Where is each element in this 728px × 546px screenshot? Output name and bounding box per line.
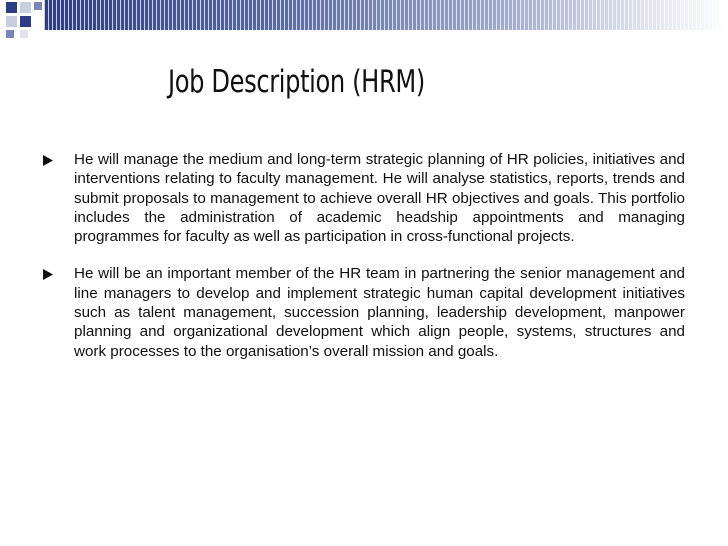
- header-decoration: [0, 0, 728, 42]
- header-stripe-band: [44, 0, 728, 30]
- filled-triangle-icon: [43, 155, 53, 166]
- bullet-item: [40, 150, 685, 246]
- decor-square-6: [6, 30, 14, 38]
- bullet-text: He will be an important member of the HR team in partnering the senior management and line managers to develop and implement strategic human capital development initiatives such as talent management, succession planning, leadership development, manpower planning and organizational development which align people, systems, structures and work processes to the organisation’s overall mission and goals.: [74, 265, 685, 360]
- decor-square-2: [20, 2, 31, 13]
- decor-square-1: [6, 2, 17, 13]
- bullet-item: [40, 264, 685, 360]
- filled-triangle-icon: [43, 269, 53, 280]
- slide-title: Job Description (HRM): [168, 64, 425, 100]
- decor-square-5: [34, 2, 42, 10]
- bullet-text: He will manage the medium and long-term strategic planning of HR policies, initiatives and interventions relating to faculty management. He will analyse statistics, reports, trends and submit proposals to management to achieve overall HR objectives and goals. This portfolio includes the administration of academic headship appointments and managing programmes for faculty as well as participation in cross-functional projects.: [74, 151, 685, 246]
- bullet-list: [40, 150, 685, 379]
- decor-square-7: [20, 30, 28, 38]
- decor-square-4: [20, 16, 31, 27]
- decor-square-3: [6, 16, 17, 27]
